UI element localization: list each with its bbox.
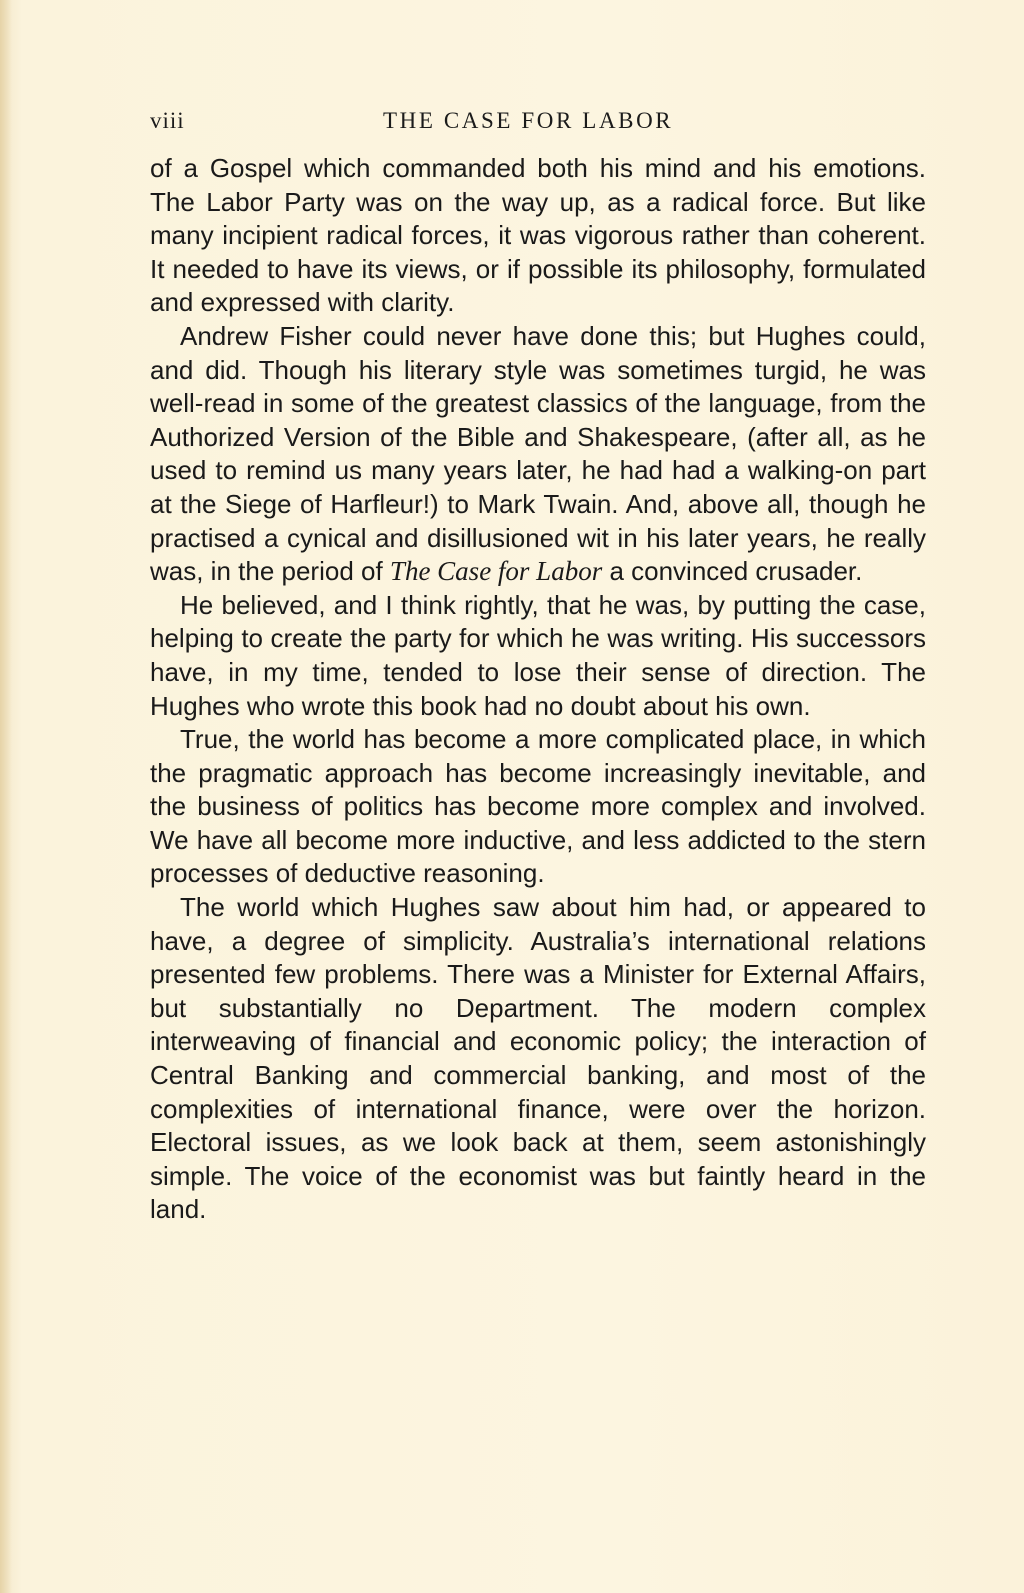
- page-number: viii: [150, 108, 185, 133]
- paragraph-text: Andrew Fisher could never have done this; but Hughes could, and did. Though his literary style was sometimes turgid, he was well-read in some of the greatest classics of the language, from the Authorized Version of the Bible and Shakespeare, (after all, as he used to remind us many years later, he had had a walking-on part at the Siege of Harfleur!) to Mark Twain. And, above all, though he practised a cynical and disillusioned wit in his later years, he really was, in the period of: [150, 320, 926, 587]
- paragraph-text: a convinced crusader.: [602, 556, 863, 587]
- book-title-italic: The Case for Labor: [389, 556, 603, 587]
- body-text: [150, 152, 926, 1227]
- paragraph: He believed, and I think rightly, that he was, by putting the case, helping to create the party for which he was writing. His successors have, in my time, tended to lose their sense of direction. The Hughes who wrote this book had no doubt about his own.: [150, 589, 926, 721]
- paragraph: True, the world has become a more complicated place, in which the pragmatic approach has become increasingly inevitable, and the business of politics has become more complex and involved. We have all become more inductive, and less addicted to the stern processes of deductive reasoning.: [150, 724, 926, 889]
- page-gutter-shadow: [0, 0, 12, 1593]
- paragraph: of a Gospel which commanded both his mind and his emotions. The Labor Party was on the way up, as a radical force. But like many incipient radical forces, it was vigorous rather than coherent. It needed to have its views, or if possible its philosophy, formulated and expressed with clarity.: [150, 153, 926, 318]
- paragraph: [150, 320, 926, 589]
- paragraph: The world which Hughes saw about him had, or appeared to have, a degree of simplicity. Australia’s international relations presented few problems. There was a Minister for External Affairs, but substantially no Department. The modern complex interweaving of financial and economic policy; the interaction of Central Banking and commercial banking, and most of the complexities of international finance, were over the horizon. Electoral issues, as we look back at them, seem astonishingly simple. The voice of the economist was but faintly heard in the land.: [150, 892, 926, 1225]
- running-head: THE CASE FOR LABOR: [383, 108, 674, 133]
- page-header: [150, 108, 922, 140]
